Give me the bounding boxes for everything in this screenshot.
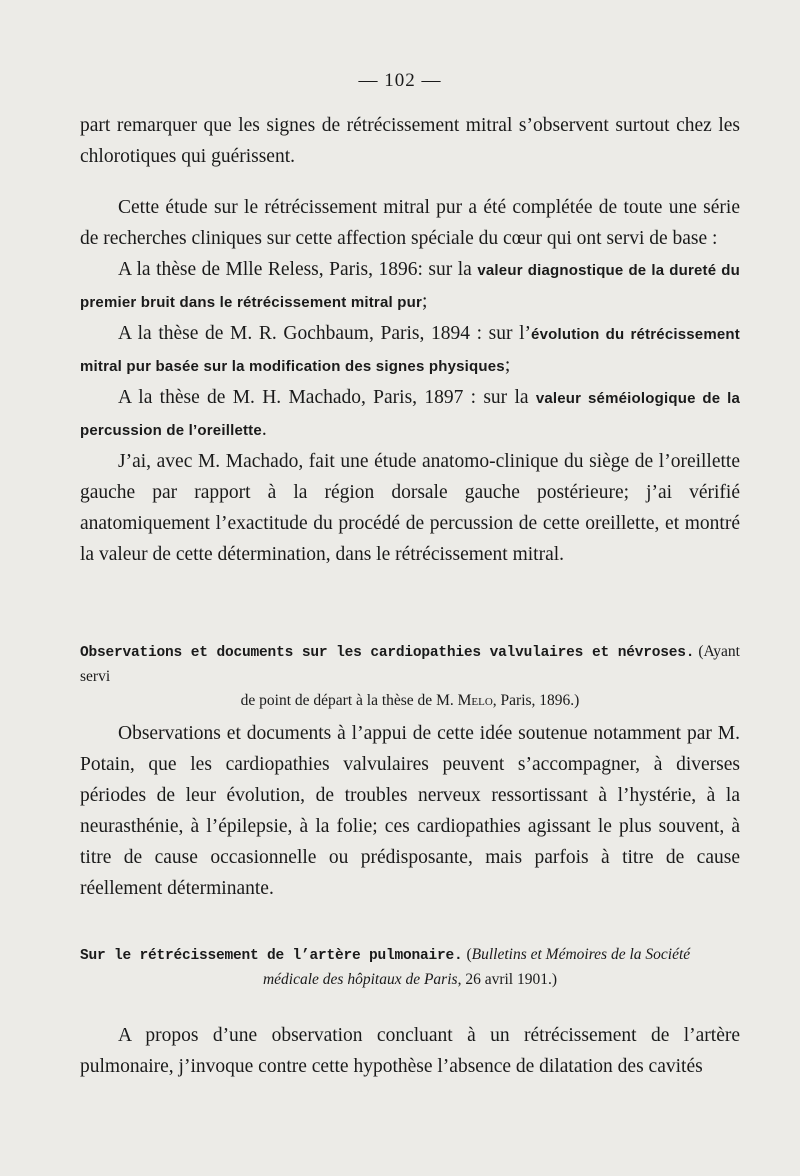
section-ref-cardiopathies-b: de point de départ à la thèse de M.: [240, 692, 458, 709]
section-title-cardiopathies: Observations et documents sur les cardiopathies valvulaires et névroses.: [80, 645, 695, 661]
section-ref-cardiopathies-a: (Ayant servi: [80, 643, 740, 685]
intro-paragraph-3: J’ai, avec M. Machado, fait une étude anatomo-clinique du siège de l’oreillette gauche par rapport à la région dorsale gauche postérieure; j’ai vérifié anatomiquement l’exactitude du procédé de percussion de cette oreillette, et montré la valeur de cette détermination, dans le rétrécissement mitral.: [80, 451, 740, 565]
section-ref-artere-line2: [80, 968, 740, 992]
section-title-artere: Sur le rétrécissement de l’artère pulmonaire.: [80, 948, 463, 964]
thesis-reless-topic: valeur diagnostique de la dureté du premier bruit dans le rétrécissement mitral pur: [80, 262, 740, 311]
artere-paragraph: A propos d’une observation concluant à un rétrécissement de l’artère pulmonaire, j’invoque contre cette hypothèse l’absence de dilatation des cavités: [80, 1025, 740, 1077]
section-heading-artere: [80, 943, 740, 992]
section-body-artere: [80, 1020, 740, 1082]
thesis-gochbaum: [80, 318, 740, 382]
section-ref-author: Melo: [457, 692, 493, 709]
section-ref-cardiopathies-line2: [80, 689, 740, 713]
cardiopathies-paragraph: Observations et documents à l’appui de cette idée soutenue notamment par M. Potain, que les cardiopathies valvulaires peuvent s’accompagner, à diverses périodes de leur évolution, de troubles nerveux ressortissant à l’hystérie, à la neurasthénie, à l’épilepsie, à la folie; ces cardiopathies agissant le plus souvent, à titre de cause occasionnelle ou prédisposante, mais parfois à titre de cause réellement déterminante.: [80, 723, 740, 899]
thesis-machado-end: .: [261, 419, 267, 440]
thesis-gochbaum-lead: A la thèse de M. R. Gochbaum, Paris, 1894 : sur l’: [118, 323, 532, 344]
section-ref-artere-date: , 26 avril 1901.): [457, 971, 558, 988]
intro-paragraph-2: Cette étude sur le rétrécissement mitral pur a été complétée de toute une série de recherches cliniques sur cette affection spéciale du cœur qui ont servi de base :: [80, 197, 740, 249]
page-number: — 102 —: [358, 70, 442, 91]
section-ref-cardiopathies-c: , Paris, 1896.): [492, 692, 580, 709]
intro-paragraph-1: part remarquer que les signes de rétrécissement mitral s’observent surtout chez les chlorotiques qui guérissent.: [80, 115, 740, 167]
thesis-machado: [80, 382, 740, 446]
thesis-reless-end: ;: [422, 291, 428, 312]
thesis-reless: [80, 254, 740, 318]
thesis-machado-lead: A la thèse de M. H. Machado, Paris, 1897 : sur la: [118, 387, 536, 408]
section-ref-artere-journal-1: Bulletins et Mémoires de la Société: [471, 946, 691, 963]
intro-block: [80, 110, 740, 570]
section-ref-artere-open: (: [466, 946, 472, 963]
thesis-reless-lead: A la thèse de Mlle Reless, Paris, 1896: sur la: [118, 259, 478, 280]
section-body-cardiopathies: [80, 718, 740, 904]
thesis-machado-topic: valeur séméiologique de la percussion de l’oreillette: [80, 390, 740, 439]
section-ref-artere-journal-2: médicale des hôpitaux de Paris: [262, 971, 458, 988]
thesis-gochbaum-end: ;: [504, 355, 511, 376]
section-heading-cardiopathies: [80, 640, 740, 713]
thesis-gochbaum-topic: évolution du rétrécissement mitral pur basée sur la modification des signes physiques: [80, 326, 740, 375]
